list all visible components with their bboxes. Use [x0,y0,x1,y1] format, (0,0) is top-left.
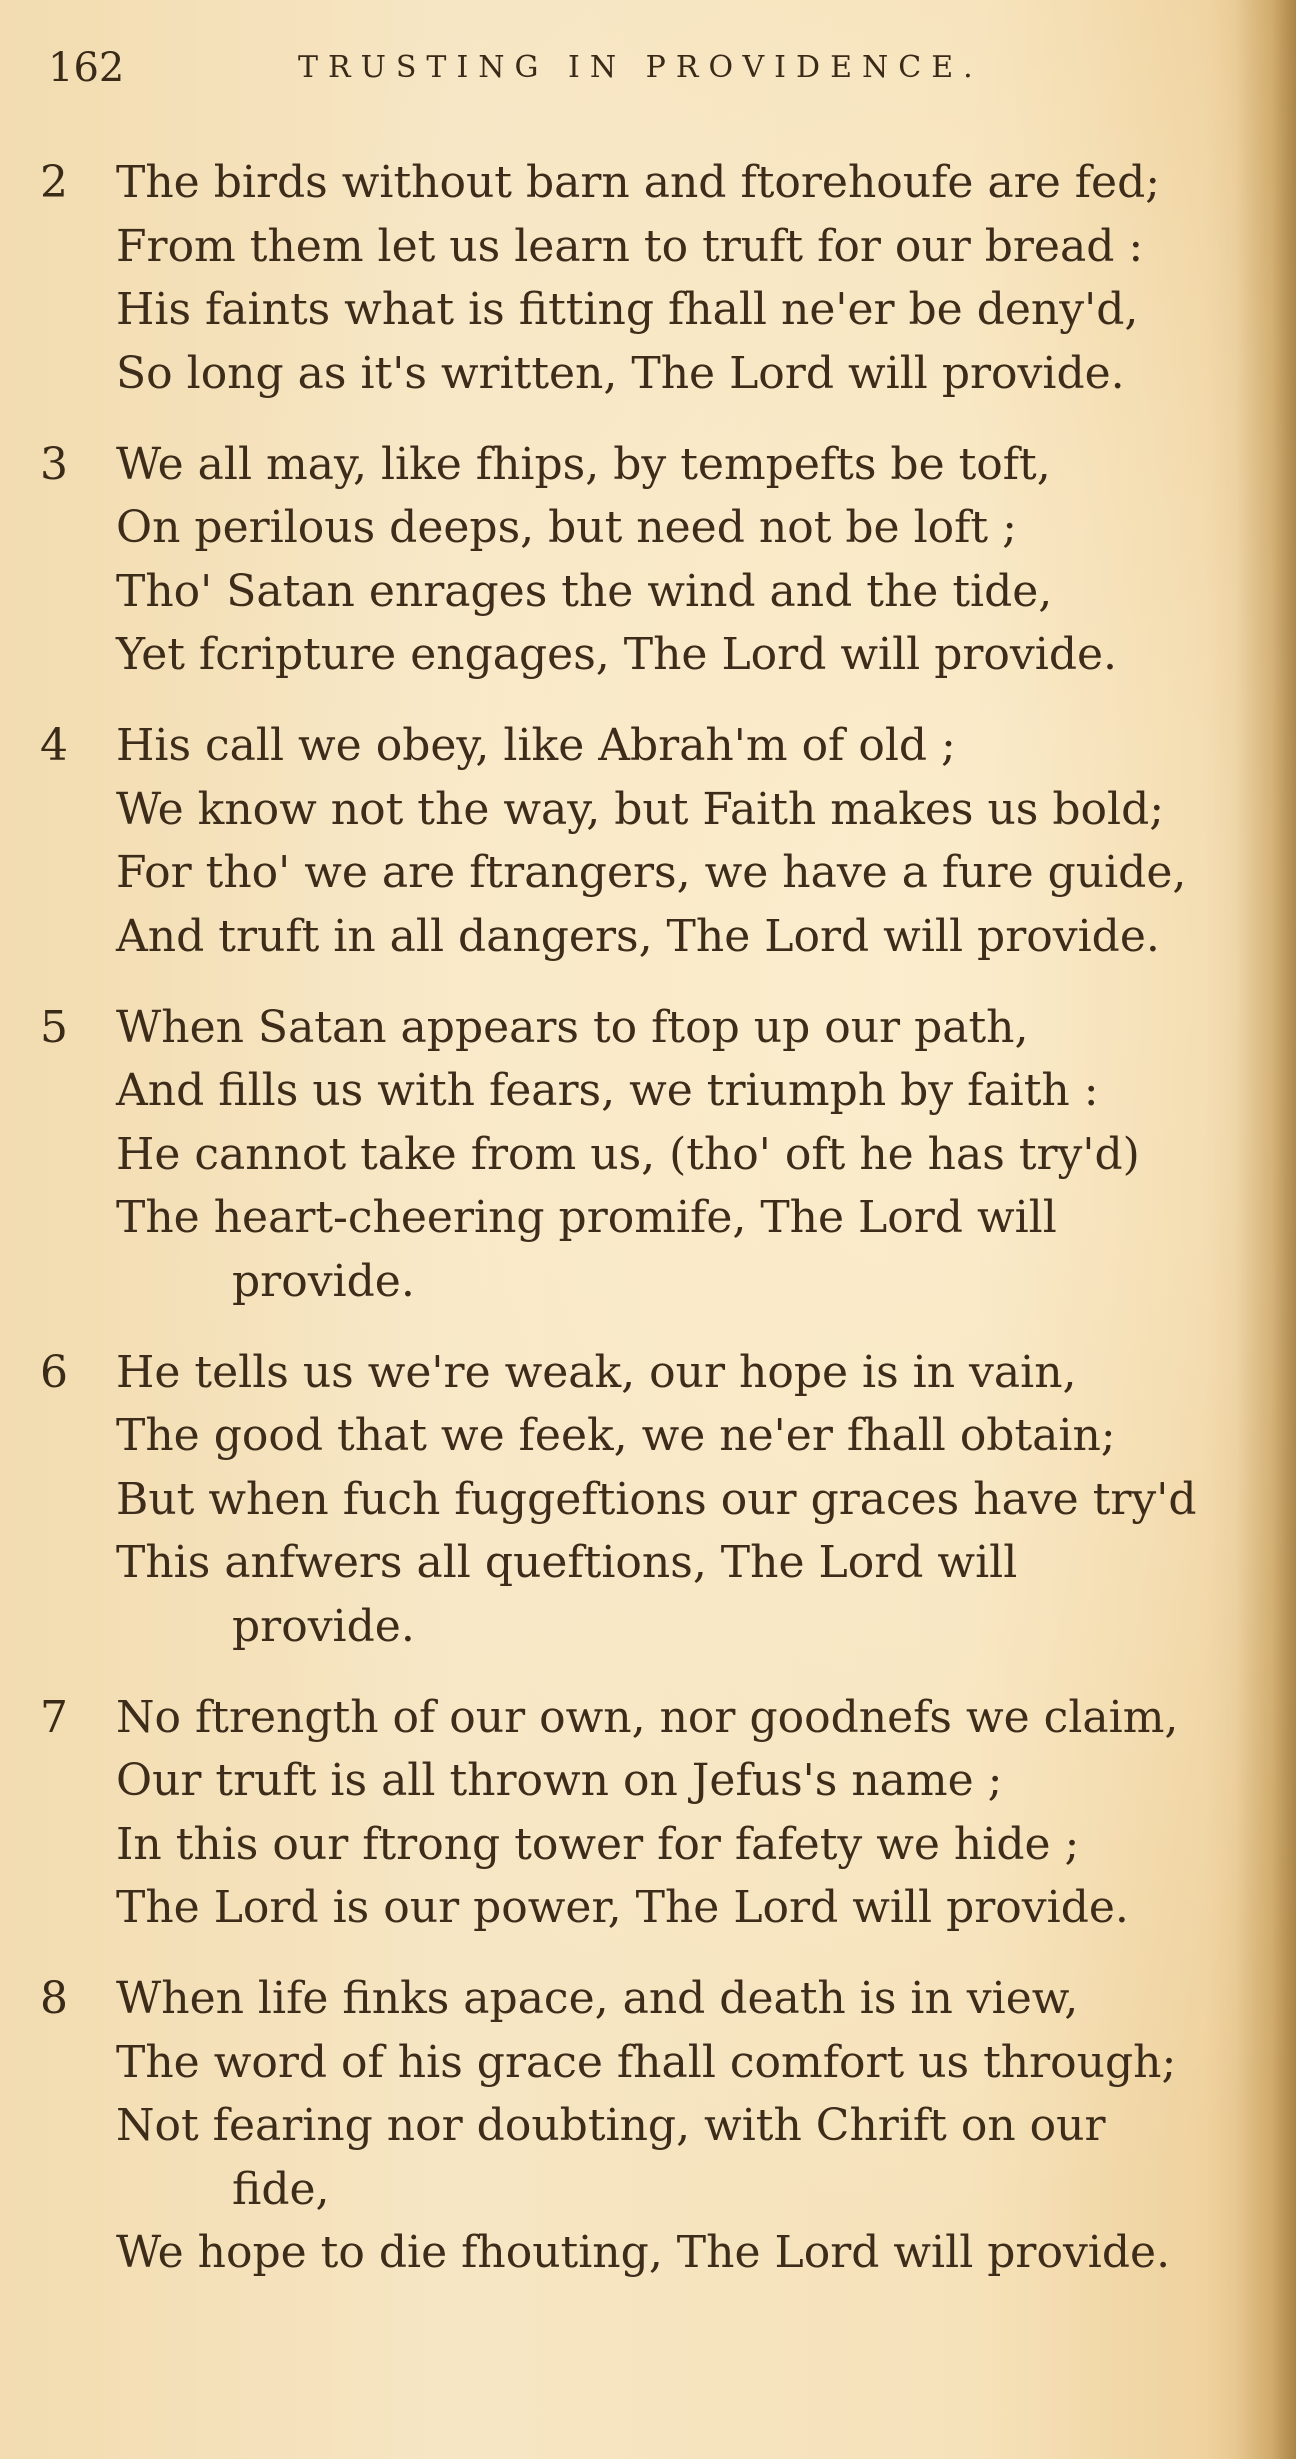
verse-line: Our truft is all thrown on Jefus's name ; [116,1755,1003,1806]
verse-line: Yet fcripture engages, The Lord will provide. [116,629,1118,680]
verse-line: We all may, like fhips, by tempefts be toft, [116,439,1051,490]
verse-line: We know not the way, but Faith makes us bold; [116,784,1165,835]
verse-line: The good that we feek, we ne'er fhall obtain; [116,1410,1116,1461]
verse-line: In this our ftrong tower for fafety we hide ; [116,1819,1080,1870]
verse-line: The word of his grace fhall comfort us through; [116,2037,1177,2088]
verse-line: For tho' we are ftrangers, we have a fure guide, [116,847,1187,898]
verse-line: And truft in all dangers, The Lord will provide. [116,911,1160,962]
verse-line-turnover: provide. [232,1256,415,1307]
stanza-number: 6 [40,1347,68,1398]
verse-line: He tells us we're weak, our hope is in vain, [116,1347,1077,1398]
verse-line: This anfwers all queftions, The Lord will [116,1537,1018,1588]
verse-line: When life finks apace, and death is in view, [116,1973,1079,2024]
verse-line: We hope to die fhouting, The Lord will provide. [116,2227,1171,2278]
stanza-number: 8 [40,1973,68,2024]
verse-line: And fills us with fears, we triumph by faith : [116,1065,1099,1116]
verse-line: On perilous deeps, but need not be loft ; [116,502,1017,553]
verse-line: His faints what is fitting fhall ne'er be deny'd, [116,284,1139,335]
verse-line: Not fearing nor doubting, with Chrift on our [116,2100,1106,2151]
stanza-number: 3 [40,439,68,490]
page-number: 162 [48,45,125,91]
running-title: TRUSTING IN PROVIDENCE. [298,50,983,85]
verse-line: From them let us learn to truft for our bread : [116,221,1144,272]
verse-line-turnover: fide, [232,2164,330,2215]
verse-line: He cannot take from us, (tho' oft he has try'd) [116,1129,1140,1180]
verse-line: Tho' Satan enrages the wind and the tide, [116,566,1053,617]
stanza-number: 7 [40,1692,68,1743]
verse-line: No ftrength of our own, nor goodnefs we claim, [116,1692,1179,1743]
stanza-number: 2 [40,157,68,208]
verse-line: So long as it's written, The Lord will provide. [116,348,1125,399]
verse-line: The heart-cheering promife, The Lord will [116,1192,1057,1243]
stanza-number: 4 [40,720,68,771]
verse-line-turnover: provide. [232,1601,415,1652]
verse-line: His call we obey, like Abrah'm of old ; [116,720,956,771]
verse-line: The birds without barn and ftorehoufe are fed; [116,157,1161,208]
verse-line: But when fuch fuggeftions our graces have try'd [116,1474,1197,1525]
verse-line: The Lord is our power, The Lord will provide. [116,1882,1129,1933]
stanza-number: 5 [40,1002,68,1053]
verse-line: When Satan appears to ftop up our path, [116,1002,1029,1053]
